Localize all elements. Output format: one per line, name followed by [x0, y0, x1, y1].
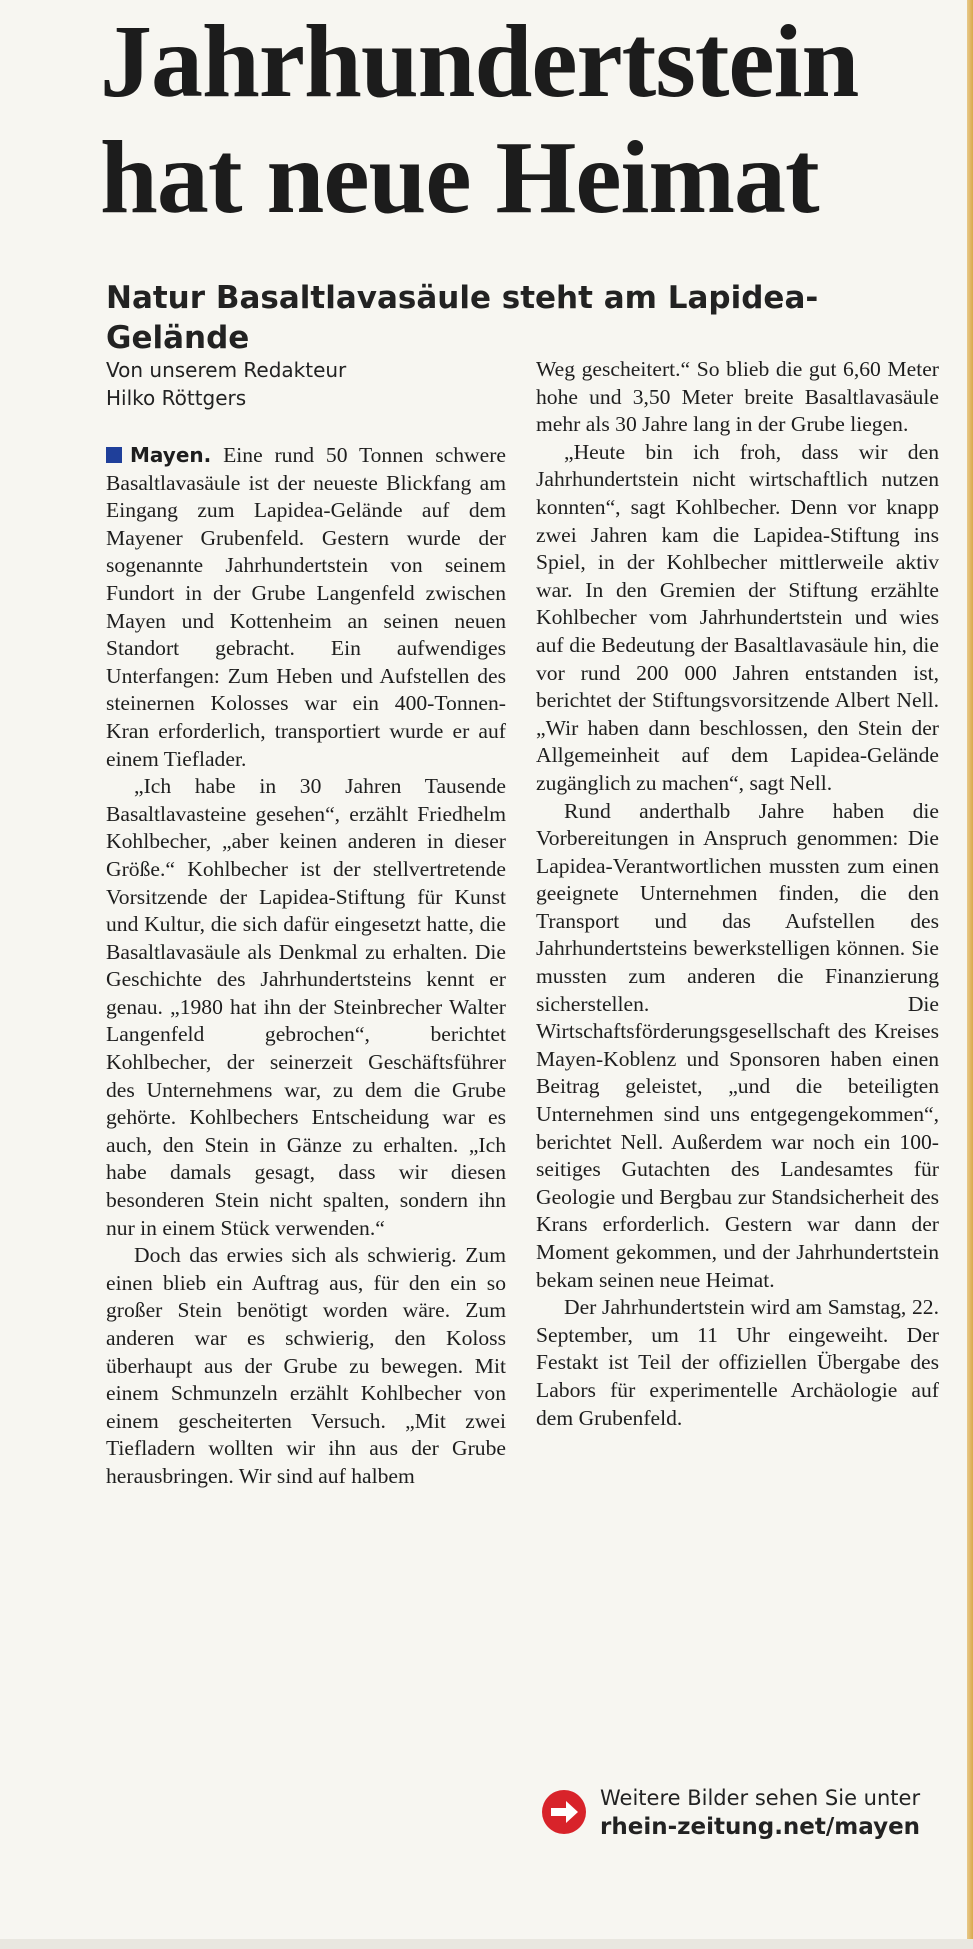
- paragraph: Doch das erwies sich als schwierig. Zum einen blieb ein Auftrag aus, für den ein so großer Stein benötigt worden wäre. Zum anderen war es schwierig, den Koloss überhaupt aus der Grube zu bewegen. Mit einem Schmunzeln erzählt Kohlbecher von einem gescheiterten Versuch. „Mit zwei Tiefladern wollten wir ihn aus der Grube herausbringen. Wir sind auf halbem: [106, 1243, 506, 1488]
- paragraph: „Heute bin ich froh, dass wir den Jahrhundertstein nicht wirtschaftlich nutzen konnten“, sagt Kohlbecher. Denn vor knapp zwei Jahren kam die Lapidea-Stiftung ins Spiel, in der Kohlbecher mittlerweile aktiv war. In den Gremien der Stiftung erzählte Kohlbecher vom Jahrhundertstein und wies auf die Bedeutung der Basaltlavasäule hin, die vor rund 200 000 Jahren entstanden ist, berichtet der Stiftungsvorsitzende Albert Nell. „Wir haben dann beschlossen, den Stein der Allgemeinheit auf dem Lapidea-Gelände zugänglich zu machen“, sagt Nell.: [536, 439, 939, 795]
- kicker: Natur: [106, 280, 206, 316]
- paragraph: Weg gescheitert.“ So blieb die gut 6,60 Meter hohe und 3,50 Meter breite Basaltlavasäule mehr als 30 Jahre lang in der Grube liegen.: [536, 357, 939, 437]
- promo-label: Weitere Bilder sehen Sie unter: [600, 1786, 921, 1810]
- promo-url-link[interactable]: rhein-zeitung.net/mayen: [600, 1814, 921, 1840]
- subheadline: [106, 278, 946, 358]
- paper-edge-right: [967, 0, 973, 1949]
- promo-text: [600, 1784, 960, 1842]
- more-photos-promo[interactable]: [540, 1778, 960, 1848]
- dateline: Mayen.: [130, 443, 212, 467]
- dateline-square-icon: [106, 447, 122, 463]
- headline: [100, 4, 940, 236]
- paragraph: Rund anderthalb Jahre haben die Vorbereitungen in Anspruch genommen: Die Lapidea-Verantwortlichen mussten zum einen geeignete Unternehmen finden, die den Transport und das Aufstellen des Jahrhundertsteins bewerkstelligen können. Sie mussten zum anderen die Finanzierung sicherstellen. Die Wirtschaftsförderungsgesellschaft des Kreises Mayen-Koblenz und Sponsoren haben einen Beitrag geleistet, „und die beteiligten Unternehmen sind uns entgegengekommen“, berichtet Nell. Außerdem war noch ein 100-seitiges Gutachten des Landesamtes für Geologie und Bergbau zur Standsicherheit des Krans erforderlich. Gestern war dann der Moment gekommen, und der Jahrhundertstein bekam seinen neue Heimat.: [536, 798, 939, 1292]
- byline-author: Hilko Röttgers: [106, 386, 247, 410]
- paragraph: [106, 442, 506, 773]
- article-column-left: [106, 442, 506, 1491]
- headline-line-1: Jahrhundertstein: [100, 4, 859, 119]
- paragraph-text: Eine rund 50 Tonnen schwere Basaltlavasäule ist der neueste Blickfang am Eingang zum Lapidea-Gelände auf dem Mayener Grubenfeld. Gestern wurde der sogenannte Jahrhundertstein von seinem Fundort in der Grube Langenfeld zwischen Mayen und Kottenheim an seinen neuen Standort gebracht. Ein aufwendiges Unterfangen: Zum Heben und Aufstellen des steinernen Kolosses war ein 400-Tonnen-Kran erforderlich, transportiert wurde er auf einem Tieflader.: [106, 443, 506, 771]
- arrow-right-icon: [542, 1790, 586, 1834]
- paragraph: Der Jahrhundertstein wird am Samstag, 22. September, um 11 Uhr eingeweiht. Der Festakt ist Teil der offiziellen Übergabe des Labors für experimentelle Archäologie auf dem Grubenfeld.: [536, 1295, 939, 1430]
- headline-line-2: hat neue Heimat: [100, 120, 819, 235]
- subheadline-text: Basaltlavasäule steht am Lapidea-Gelände: [106, 280, 819, 356]
- byline-line-1: Von unserem Redakteur: [106, 358, 347, 382]
- paragraph: „Ich habe in 30 Jahren Tausende Basaltlavasteine gesehen“, erzählt Friedhelm Kohlbecher, „aber keinen anderen in dieser Größe.“ Kohlbecher ist der stellvertretende Vorsitzende der Lapidea-Stiftung für Kunst und Kultur, die sich dafür eingesetzt hatte, die Basaltlavasäule als Denkmal zu erhalten. Die Geschichte des Jahrhundertsteins kennt er genau. „1980 hat ihn der Steinbrecher Walter Langenfeld gebrochen“, berichtet Kohlbecher, der seinerzeit Geschäftsführer des Unternehmens war, zu dem die Grube gehörte. Kohlbechers Entscheidung war es auch, den Stein in Gänze zu erhalten. „Ich habe damals gesagt, dass wir diesen besonderen Stein nicht spalten, sondern ihn nur in einem Stück verwenden.“: [106, 774, 506, 1240]
- paper-edge-bottom: [0, 1939, 973, 1949]
- article-column-right: [536, 356, 939, 1432]
- byline: [106, 356, 506, 412]
